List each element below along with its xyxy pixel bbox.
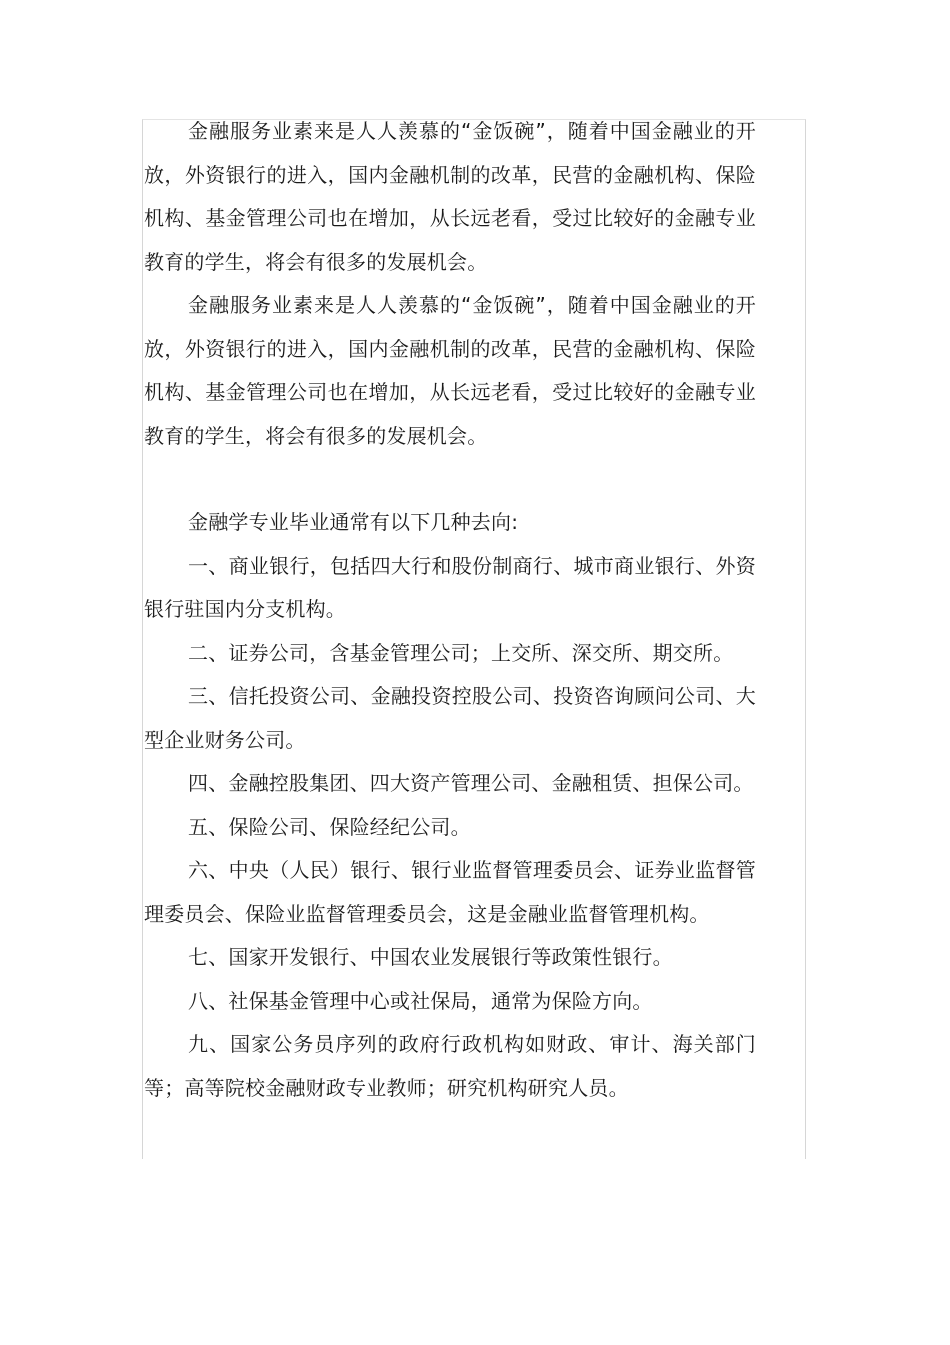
list-item-2: 二、证券公司，含基金管理公司；上交所、深交所、期交所。 bbox=[188, 640, 734, 665]
list-item-6: 六、中央（人民）银行、银行业监督管理委员会、证券业监督管理委员会、保险业监督管理委员会，这是金融业监督管理机构。 bbox=[144, 858, 756, 926]
document-body bbox=[144, 110, 756, 1110]
list-item-8: 八、社保基金管理中心或社保局，通常为保险方向。 bbox=[188, 988, 653, 1013]
list-item-9: 九、国家公务员序列的政府行政机构如财政、审计、海关部门等；高等院校金融财政专业教师；研究机构研究人员。 bbox=[144, 1032, 756, 1100]
paragraph-gap bbox=[144, 458, 756, 501]
list-item-3: 三、信托投资公司、金融投资控股公司、投资咨询顾问公司、大型企业财务公司。 bbox=[144, 684, 756, 752]
list-item-7: 七、国家开发银行、中国农业发展银行等政策性银行。 bbox=[188, 945, 673, 969]
intro-paragraph-1: 金融服务业素来是人人羡慕的“金饭碗”，随着中国金融业的开放，外资银行的进入，国内金融机制的改革，民营的金融机构、保险机构、基金管理公司也在增加，从长远老看，受过比较好的金融专业教育的学生，将会有很多的发展机会。 bbox=[144, 119, 756, 274]
list-heading: 金融学专业毕业通常有以下几种去向: bbox=[188, 510, 519, 534]
list-item-5: 五、保险公司、保险经纪公司。 bbox=[188, 814, 471, 839]
list-item-1: 一、商业银行，包括四大行和股份制商行、城市商业银行、外资银行驻国内分支机构。 bbox=[144, 553, 756, 621]
list-item-4: 四、金融控股集团、四大资产管理公司、金融租赁、担保公司。 bbox=[188, 771, 754, 795]
intro-paragraph-2: 金融服务业素来是人人羡慕的“金饭碗”，随着中国金融业的开放，外资银行的进入，国内金融机制的改革，民营的金融机构、保险机构、基金管理公司也在增加，从长远老看，受过比较好的金融专业教育的学生，将会有很多的发展机会。 bbox=[144, 293, 756, 448]
